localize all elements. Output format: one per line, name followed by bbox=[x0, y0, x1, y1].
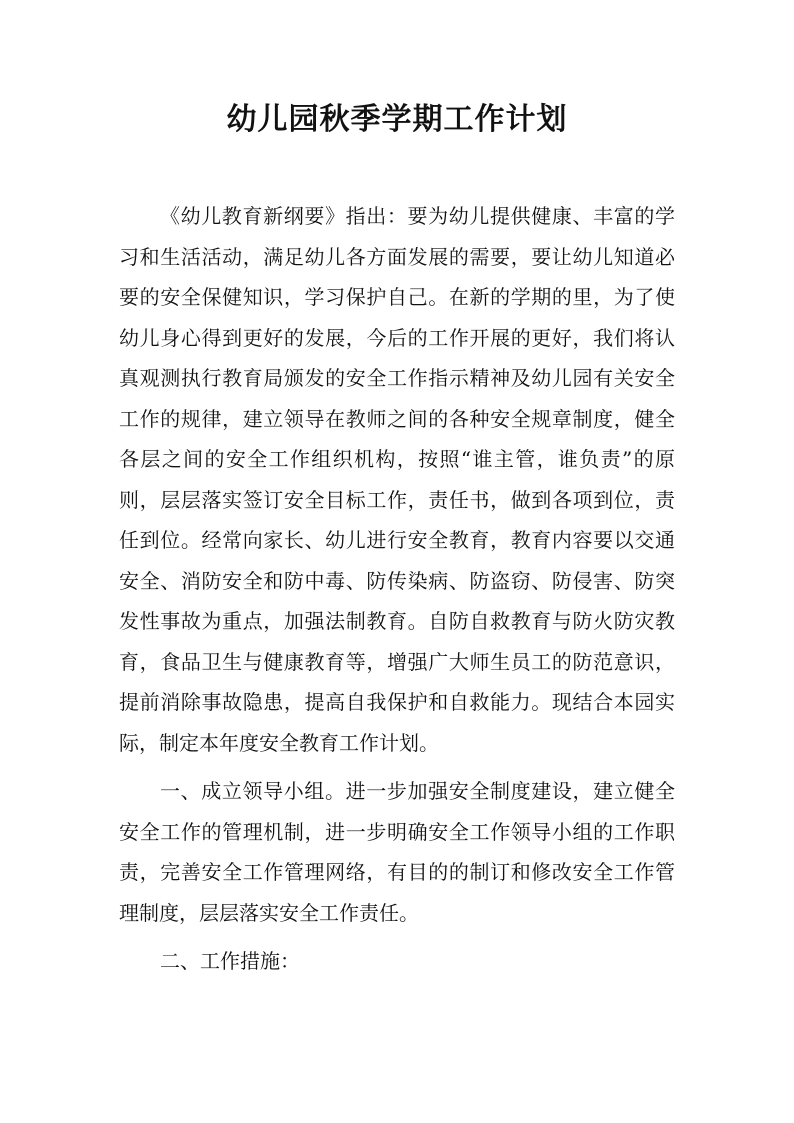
document-body bbox=[119, 196, 675, 982]
section-one-paragraph: 一、成立领导小组。进一步加强安全制度建设，建立健全安全工作的管理机制，进一步明确安全工作领导小组的工作职责，完善安全工作管理网络，有目的的制订和修改安全工作管理制度，层层落实安全工作责任。 bbox=[119, 779, 675, 925]
document-title: 幼儿园秋季学期工作计划 bbox=[226, 102, 568, 137]
section-two-heading: 二、工作措施： bbox=[160, 949, 300, 973]
intro-paragraph: 《幼儿教育新纲要》指出：要为幼儿提供健康、丰富的学习和生活活动，满足幼儿各方面发展的需要，要让幼儿知道必要的安全保健知识，学习保护自己。在新的学期的里，为了使幼儿身心得到更好的发展，今后的工作开展的更好，我们将认真观测执行教育局颁发的安全工作指示精神及幼儿园有关安全工作的规律，建立领导在教师之间的各种安全规章制度，健全各层之间的安全工作组织机构，按照“谁主管，谁负责”的原则，层层落实签订安全目标工作，责任书，做到各项到位，责任到位。经常向家长、幼儿进行安全教育，教育内容要以交通安全、消防安全和防中毒、防传染病、防盗窃、防侵害、防突发性事故为重点，加强法制教育。自防自救教育与防火防灾教育，食品卫生与健康教育等，增强广大师生员工的防范意识，提前消除事故隐患，提高自我保护和自救能力。现结合本园实际，制定本年度安全教育工作计划。 bbox=[119, 204, 675, 755]
